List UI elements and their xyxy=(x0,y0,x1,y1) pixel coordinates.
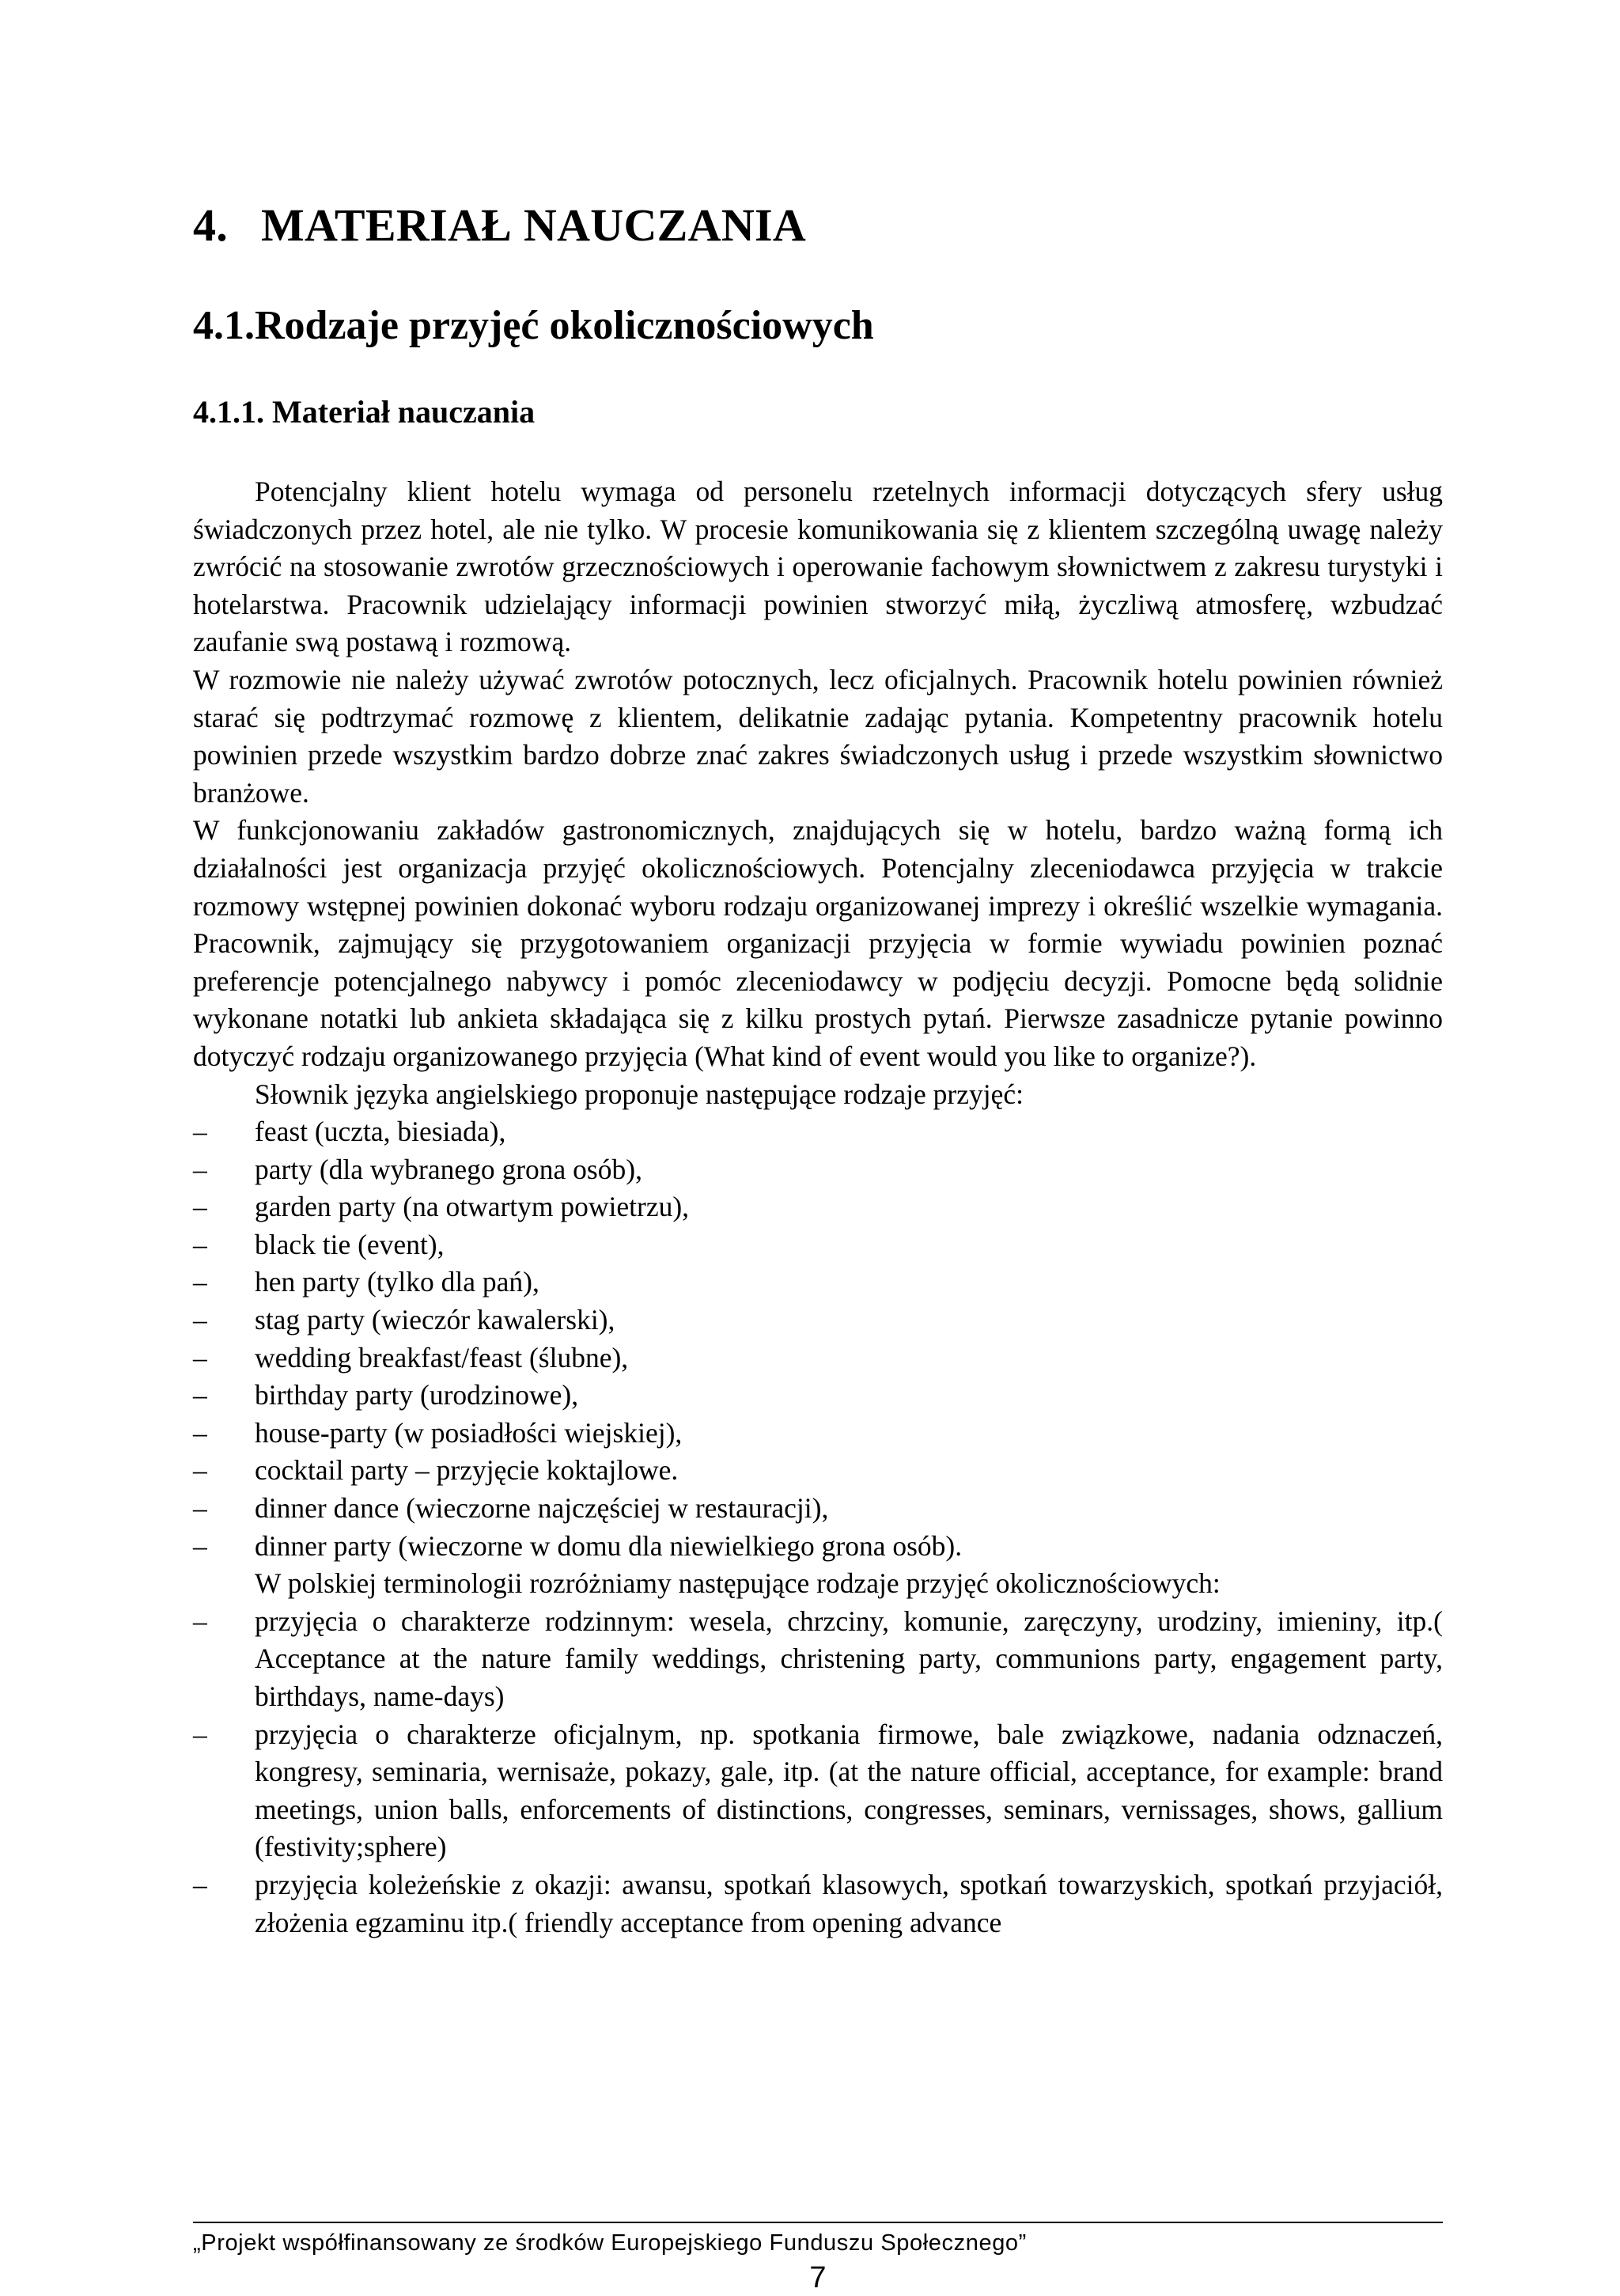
dash-marker: – xyxy=(193,1605,207,1637)
dash-marker: – xyxy=(193,1191,207,1223)
dash-marker: – xyxy=(193,1492,207,1525)
list-item xyxy=(193,1339,1443,1377)
list-item xyxy=(193,1226,1443,1264)
paragraph: W polskiej terminologii rozróżniamy następujące rodzaje przyjęć okolicznościowych: xyxy=(255,1567,1221,1600)
page-number: 7 xyxy=(809,2261,827,2294)
list-item-text: party (dla wybranego grona osób), xyxy=(255,1153,642,1185)
chapter-title: MATERIAŁ NAUCZANIA xyxy=(261,199,807,251)
subsection-heading: 4.1.1. Materiał nauczania xyxy=(193,394,536,430)
list-item-text: feast (uczta, biesiada), xyxy=(255,1116,506,1148)
body-text xyxy=(193,473,1443,1942)
paragraph: Słownik języka angielskiego proponuje następujące rodzaje przyjęć: xyxy=(255,1078,1024,1110)
dash-marker: – xyxy=(193,1228,207,1260)
list-item xyxy=(193,1264,1443,1301)
list-item xyxy=(193,1528,1443,1566)
dash-marker: – xyxy=(193,1416,207,1449)
list-item xyxy=(193,1377,1443,1415)
dash-marker: – xyxy=(193,1341,207,1373)
section-heading: 4.1.Rodzaje przyjęć okolicznościowych xyxy=(193,303,874,348)
dash-marker: – xyxy=(193,1379,207,1411)
dash-marker: – xyxy=(193,1116,207,1148)
english-party-types-list xyxy=(193,1113,1443,1565)
list-item xyxy=(193,1415,1443,1453)
list-item-text: house-party (w posiadłości wiejskiej), xyxy=(255,1416,683,1449)
list-item-text: garden party (na otwartym powietrzu), xyxy=(255,1191,690,1223)
list-item xyxy=(193,1113,1443,1151)
list-item-text: hen party (tylko dla pań), xyxy=(255,1266,539,1298)
dash-marker: – xyxy=(193,1718,207,1750)
list-item xyxy=(193,1301,1443,1339)
list-item xyxy=(193,1452,1443,1490)
paragraph: W rozmowie nie należy używać zwrotów potocznych, lecz oficjalnych. Pracownik hotelu powinien również starać się podtrzymać rozmowę z klientem, delikatnie zadając pytania. Kompetentny pracownik hotelu powinien przede wszystkim bardzo dobrze znać zakres świadczonych usług i przede wszystkim słownictwo branżowe. xyxy=(193,663,1443,809)
list-item-text: wedding breakfast/feast (ślubne), xyxy=(255,1341,629,1373)
dash-marker: – xyxy=(193,1529,207,1562)
list-item-text: dinner dance (wieczorne najczęściej w restauracji), xyxy=(255,1492,829,1525)
dash-marker: – xyxy=(193,1454,207,1487)
list-item xyxy=(193,1151,1443,1189)
paragraph: W funkcjonowaniu zakładów gastronomicznych, znajdujących się w hotelu, bardzo ważną formą ich działalności jest organizacja przyjęć okolicznościowych. Potencjalny zleceniodawca przyjęcia w trakcie rozmowy wstępnej powinien dokonać wyboru rodzaju organizowanej imprezy i określić wszelkie wymagania. Pracownik, zajmujący się przygotowaniem organizacji przyjęcia w formie wywiadu powinien poznać preferencje potencjalnego nabywcy i pomóc zleceniodawcy w podjęciu decyzji. Pomocne będą solidnie wykonane notatki lub ankieta składająca się z kilku prostych pytań. Pierwsze zasadnicze pytanie powinno dotyczyć rodzaju organizowanego przyjęcia (What kind of event would you like to organize?). xyxy=(193,814,1443,1072)
list-item-text: przyjęcia o charakterze rodzinnym: wesela, chrzciny, komunie, zaręczyny, urodziny, imieniny, itp.( Acceptance at the nature family weddings, christening party, communions party, engagement party, birthdays, name-days) xyxy=(255,1605,1443,1712)
list-item xyxy=(193,1603,1443,1716)
list-item-text: stag party (wieczór kawalerski), xyxy=(255,1304,615,1336)
list-item-text: cocktail party – przyjęcie koktajlowe. xyxy=(255,1454,679,1487)
list-item-text: black tie (event), xyxy=(255,1228,445,1260)
chapter-heading xyxy=(193,198,1443,253)
dash-marker: – xyxy=(193,1304,207,1336)
chapter-number: 4. xyxy=(193,199,229,251)
dash-marker: – xyxy=(193,1266,207,1298)
list-item xyxy=(193,1866,1443,1942)
list-item xyxy=(193,1716,1443,1866)
list-item-text: birthday party (urodzinowe), xyxy=(255,1379,579,1411)
list-item-text: przyjęcia o charakterze oficjalnym, np. spotkania firmowe, bale związkowe, nadania odznaczeń, kongresy, seminaria, wernisaże, pokazy, gale, itp. (at the nature official, acceptance, for example: brand meetings, union balls, enforcements of distinctions, congresses, seminars, vernissages, shows, gallium (festivity;sphere) xyxy=(255,1718,1443,1863)
list-item xyxy=(193,1188,1443,1226)
dash-marker: – xyxy=(193,1153,207,1185)
page-content xyxy=(193,198,1443,1942)
dash-marker: – xyxy=(193,1868,207,1900)
page-footer xyxy=(193,2222,1443,2296)
polish-party-types-list xyxy=(193,1603,1443,1942)
list-item xyxy=(193,1490,1443,1528)
list-item-text: dinner party (wieczorne w domu dla niewielkiego grona osób). xyxy=(255,1529,963,1562)
list-item-text: przyjęcia koleżeńskie z okazji: awansu, spotkań klasowych, spotkań towarzyskich, spotkań przyjaciół, złożenia egzaminu itp.( friendly acceptance from opening advance xyxy=(255,1868,1443,1938)
funding-note: „Projekt współfinansowany ze środków Europejskiego Funduszu Społecznego” xyxy=(193,2230,1027,2256)
paragraph: Potencjalny klient hotelu wymaga od personelu rzetelnych informacji dotyczących sfery usług świadczonych przez hotel, ale nie tylko. W procesie komunikowania się z klientem szczególną uwagę należy zwrócić na stosowanie zwrotów grzecznościowych i operowanie fachowym słownictwem z zakresu turystyki i hotelarstwa. Pracownik udzielający informacji powinien stworzyć miłą, życzliwą atmosferę, wzbudzać zaufanie swą postawą i rozmową. xyxy=(193,475,1443,658)
